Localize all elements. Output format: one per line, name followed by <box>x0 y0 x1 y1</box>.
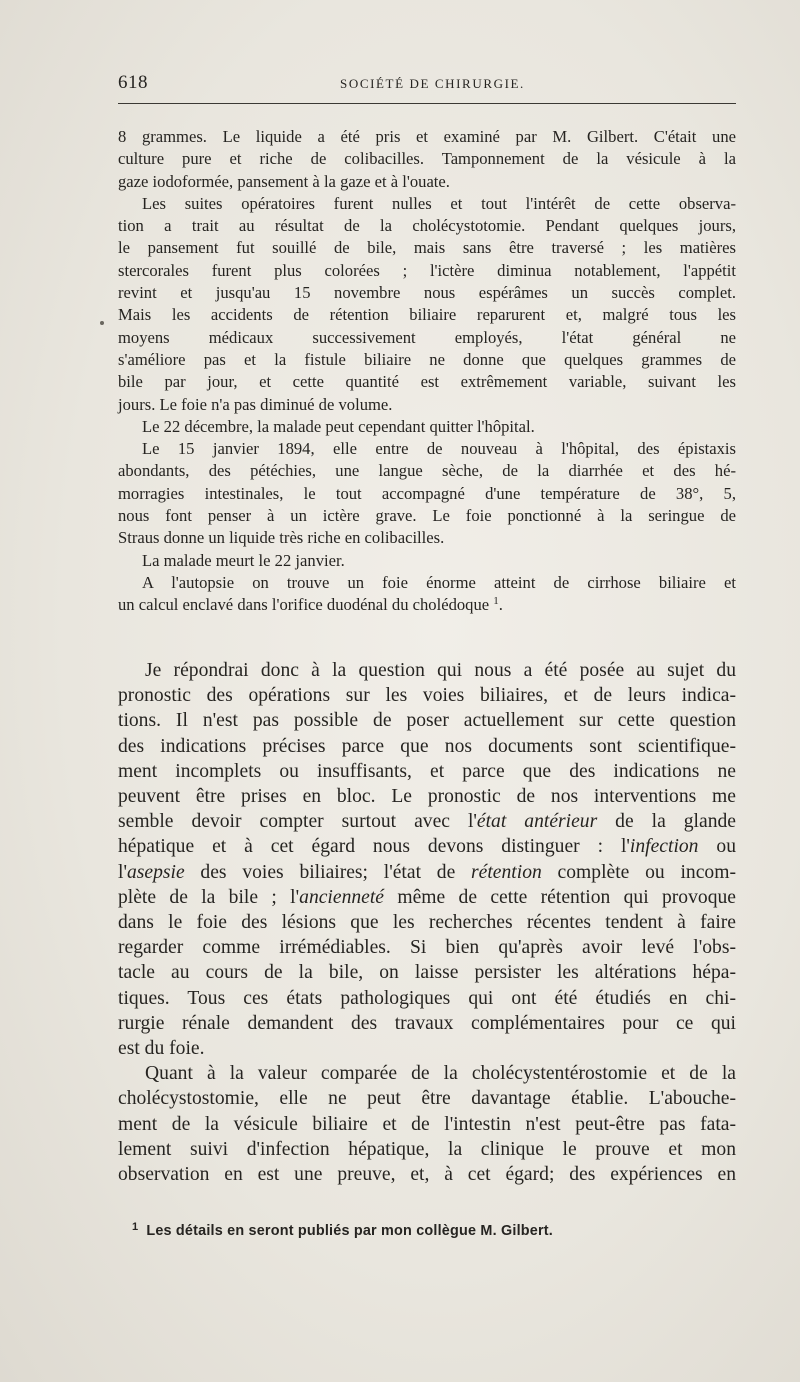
emphasis: infection <box>629 836 699 858</box>
header-rule <box>118 103 736 104</box>
text-line: stercorales furent plus colorées ; l'ictère diminua notablement, l'appétit <box>118 260 736 280</box>
text-line <box>118 809 736 834</box>
text-line: culture pure et riche de colibacilles. Tamponnement de la vésicule à la <box>118 149 736 169</box>
text-line: Straus donne un liquide très riche en colibacilles. <box>118 528 445 548</box>
text-line-content: un calcul enclavé dans l'orifice duodénal du cholédoque <box>118 595 490 615</box>
text-line: peuvent être prises en bloc. Le pronostic de nos interventions me <box>118 786 736 808</box>
text-line: 8 grammes. Le liquide a été pris et examiné par M. Gilbert. C'était une <box>118 127 736 146</box>
text-line: dans le foie des lésions que les recherches récentes tendent à faire <box>118 912 736 934</box>
text-line: revint et jusqu'au 15 novembre nous espérâmes un succès complet. <box>118 283 736 303</box>
footnote <box>118 1221 736 1239</box>
text-line: tacle au cours de la bile, on laisse persister les altérations hépa- <box>118 962 736 984</box>
page-number: 618 <box>118 72 148 93</box>
text-line: moyens médicaux successivement employés, l'état général ne <box>118 327 736 347</box>
running-head: SOCIÉTÉ DE CHIRURGIE. <box>340 76 525 91</box>
text-segment: même de cette rétention qui provoque <box>384 886 736 908</box>
text-line: Le 22 décembre, la malade peut cependant quitter l'hôpital. <box>142 416 535 436</box>
text-line: des indications précises parce que nos documents sont scientifique- <box>118 735 736 757</box>
text-line: s'améliore pas et la fistule biliaire ne donne que quelques grammes de <box>118 349 736 369</box>
text-line: A l'autopsie on trouve un foie énorme atteint de cirrhose biliaire et <box>142 572 736 592</box>
footnote-reference: 1 <box>493 595 499 608</box>
text-segment: semble devoir compter surtout avec l' <box>118 811 477 833</box>
text-line: Le 15 janvier 1894, elle entre de nouveau à l'hôpital, des épistaxis <box>142 439 736 459</box>
text-line: ment incomplets ou insuffisants, et parce que des indications ne <box>118 760 736 782</box>
page-header <box>118 72 738 96</box>
emphasis: état antérieur <box>476 811 598 833</box>
text-line: pronostic des opérations sur les voies biliaires, et de leurs indica- <box>118 685 736 707</box>
text-line <box>118 885 736 910</box>
footnote-mark: 1 <box>132 1221 139 1233</box>
text-line: rurgie rénale demandent des travaux complémentaires pour ce qui <box>118 1012 736 1034</box>
text-line: un calcul enclavé dans l'orifice duodénal du cholédoque $^1$. <box>118 595 503 615</box>
text-segment: complète ou incom- <box>541 861 736 883</box>
text-line <box>118 860 736 885</box>
text-segment: hépatique et à cet égard nous devons distinguer : l' <box>118 836 630 858</box>
text-line: Les suites opératoires furent nulles et tout l'intérêt de cette observa- <box>142 193 736 213</box>
text-line: La malade meurt le 22 janvier. <box>142 550 345 570</box>
text-line: nous font penser à un ictère grave. Le foie ponctionné à la seringue de <box>118 506 736 526</box>
text-segment: ou <box>698 836 736 858</box>
text-line: observation en est une preuve, et, à cet égard; des expériences en <box>118 1164 736 1186</box>
footnote-text: Les détails en seront publiés par mon collègue M. Gilbert. <box>146 1223 553 1239</box>
text-line: le pansement fut souillé de bile, mais sans être traversé ; les matières <box>118 238 736 258</box>
text-line: jours. Le foie n'a pas diminué de volume. <box>118 394 393 414</box>
discussion-text <box>118 658 736 1187</box>
text-line: tions. Il n'est pas possible de poser actuellement sur cette question <box>118 710 736 732</box>
text-segment: de la glande <box>597 811 736 833</box>
emphasis: rétention <box>471 861 542 883</box>
text-line: est du foie. <box>118 1038 205 1060</box>
text-line: tiques. Tous ces états pathologiques qui ont été étudiés en chi- <box>118 987 736 1009</box>
text-line: tion a trait au résultat de la cholécystotomie. Pendant quelques jours, <box>118 216 736 236</box>
text-line: morragies intestinales, le tout accompagné d'une température de 38°, 5, <box>118 483 736 503</box>
text-line: Quant à la valeur comparée de la cholécystentérostomie et de la <box>145 1063 736 1085</box>
emphasis: asepsie <box>126 861 185 883</box>
text-line: ment de la vésicule biliaire et de l'intestin n'est peut-être pas fata- <box>118 1113 736 1135</box>
print-speck <box>100 321 104 325</box>
text-line: bile par jour, et cette quantité est extrêmement variable, suivant les <box>118 372 736 392</box>
text-line: cholécystostomie, elle ne peut être davantage établie. L'abouche- <box>118 1088 736 1110</box>
text-line: gaze iodoformée, pansement à la gaze et à l'ouate. <box>118 171 450 191</box>
text-line: regarder comme irrémédiables. Si bien qu'après avoir levé l'obs- <box>118 937 736 959</box>
text-line: abondants, des pétéchies, une langue sèche, de la diarrhée et des hé- <box>118 461 736 481</box>
text-line: lement suivi d'infection hépatique, la clinique le prouve et mon <box>118 1138 736 1160</box>
text-segment: l' <box>118 861 127 883</box>
text-segment: plète de la bile ; l' <box>118 886 300 908</box>
text-segment: des voies biliaires; l'état de <box>184 861 472 883</box>
emphasis: ancienneté <box>299 886 385 908</box>
text-line <box>118 834 736 859</box>
observation-text <box>118 126 736 617</box>
text-line: Mais les accidents de rétention biliaire reparurent et, malgré tous les <box>118 305 736 325</box>
text-line: Je répondrai donc à la question qui nous a été posée au sujet du <box>145 660 736 681</box>
